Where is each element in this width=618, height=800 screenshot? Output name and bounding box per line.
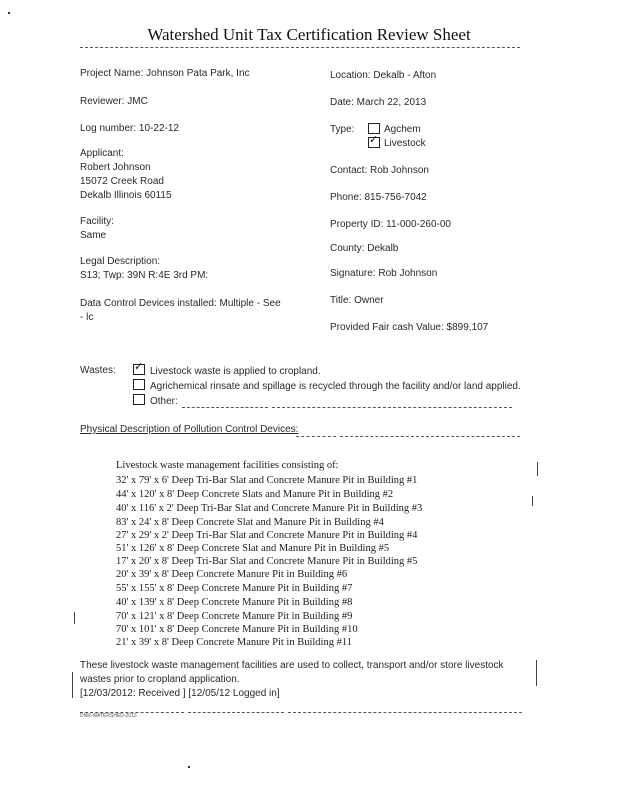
wastes-label: Wastes: (80, 365, 116, 376)
heading-blank-line (296, 436, 336, 437)
legal-description-value: S13; Twp: 39N R:4E 3rd PM: (80, 270, 209, 281)
devices-installed-line2: - lc (80, 312, 94, 323)
facility-item: 40' x 139' x 8' Deep Concrete Manure Pit in Building #8 (116, 597, 353, 608)
project-name-field: Project Name: Johnson Pata Park, Inc (80, 68, 250, 79)
check-mark-icon: ✓ (134, 361, 144, 373)
footer-rule (288, 712, 522, 713)
property-id-field: Property ID: 11-000-260-00 (330, 219, 451, 230)
agrichemical-checkbox (133, 379, 145, 390)
margin-bracket (537, 462, 538, 476)
page-title: Watershed Unit Tax Certification Review Sheet (147, 25, 471, 44)
scan-speck (8, 12, 10, 14)
other-blank-line (272, 407, 512, 408)
facility-item: 55' x 155' x 8' Deep Concrete Manure Pit in Building #7 (116, 583, 353, 594)
facility-label: Facility: (80, 216, 114, 227)
heading-blank-line (340, 436, 520, 437)
county-field: County: Dekalb (330, 243, 399, 254)
facility-item: 17' x 20' x 8' Deep Tri-Bar Slat and Concrete Manure Pit in Building #5 (116, 556, 418, 567)
margin-bracket (72, 672, 73, 698)
date-field: Date: March 22, 2013 (330, 97, 427, 108)
facility-item: 20' x 39' x 8' Deep Concrete Manure Pit in Building #6 (116, 569, 348, 580)
summary-line-2: wastes prior to cropland application. (80, 674, 240, 685)
log-number-field: Log number: 10-22-12 (80, 123, 179, 134)
applicant-city: Dekalb Illinois 60115 (80, 190, 172, 201)
scan-speck (188, 766, 190, 768)
waste-option-agrichemical: Agrichemical rinsate and spillage is recycled through the facility and/or land applied. (150, 381, 521, 392)
received-logged-stamp: [12/03/2012: Received ] [12/05/12 Logged in] (80, 688, 280, 699)
title-field: Title: Owner (330, 295, 384, 306)
facility-item: 51' x 126' x 8' Deep Concrete Slat and Manure Pit in Building #5 (116, 543, 390, 554)
waste-option-other: Other: (150, 396, 178, 407)
applicant-street: 15072 Creek Road (80, 176, 164, 187)
applicant-name: Robert Johnson (80, 162, 151, 173)
margin-bracket (74, 612, 75, 624)
footer-rule (188, 712, 284, 713)
facility-value: Same (80, 230, 107, 241)
check-mark-icon: ✓ (369, 134, 379, 146)
livestock-option-label: Livestock (384, 138, 426, 149)
agchem-option-label: Agchem (384, 124, 421, 135)
summary-line-1: These livestock waste management facilities are used to collect, transport and/or store livestock (80, 660, 504, 671)
facility-item: 27' x 29' x 2' Deep Tri-Bar Slat and Concrete Manure Pit in Building #4 (116, 530, 418, 541)
facility-item: 83' x 24' x 8' Deep Concrete Slat and Manure Pit in Building #4 (116, 517, 384, 528)
reviewer-field: Reviewer: JMC (80, 96, 148, 107)
physical-description-heading: Physical Description of Pollution Control Devices: (80, 424, 299, 435)
type-label: Type: (330, 124, 355, 135)
legal-description-label: Legal Description: (80, 256, 161, 267)
signature-field: Signature: Rob Johnson (330, 268, 438, 279)
facility-item: 40' x 116' x 2' Deep Tri-Bar Slat and Concrete Manure Pit in Building #3 (116, 503, 423, 514)
agchem-checkbox (368, 123, 380, 134)
facility-item: 21' x 39' x 8' Deep Concrete Manure Pit in Building #11 (116, 637, 352, 648)
margin-bracket (532, 496, 533, 506)
other-waste-checkbox (133, 394, 145, 405)
waste-option-livestock: Livestock waste is applied to cropland. (150, 366, 321, 377)
contact-field: Contact: Rob Johnson (330, 165, 429, 176)
form-code: DNR-WATERSHED-2013 (80, 713, 137, 719)
physical-intro: Livestock waste management facilities consisting of: (116, 460, 339, 471)
facility-item: 32' x 79' x 6' Deep Tri-Bar Slat and Concrete Manure Pit in Building #1 (116, 475, 418, 486)
facility-item: 70' x 101' x 8' Deep Concrete Manure Pit in Building #10 (116, 624, 358, 635)
facility-item: 44' x 120' x 8' Deep Concrete Slats and Manure Pit in Building #2 (116, 489, 394, 500)
location-field: Location: Dekalb - Afton (330, 70, 437, 81)
margin-bracket (536, 660, 537, 686)
other-blank-line (182, 407, 268, 408)
title-rule (80, 47, 520, 48)
phone-field: Phone: 815-756-7042 (330, 192, 427, 203)
facility-item: 70' x 121' x 8' Deep Concrete Manure Pit in Building #9 (116, 611, 353, 622)
applicant-label: Applicant: (80, 148, 124, 159)
fair-cash-value-field: Provided Fair cash Value: $899,107 (330, 322, 489, 333)
devices-installed-line1: Data Control Devices installed: Multiple - See (80, 298, 281, 309)
